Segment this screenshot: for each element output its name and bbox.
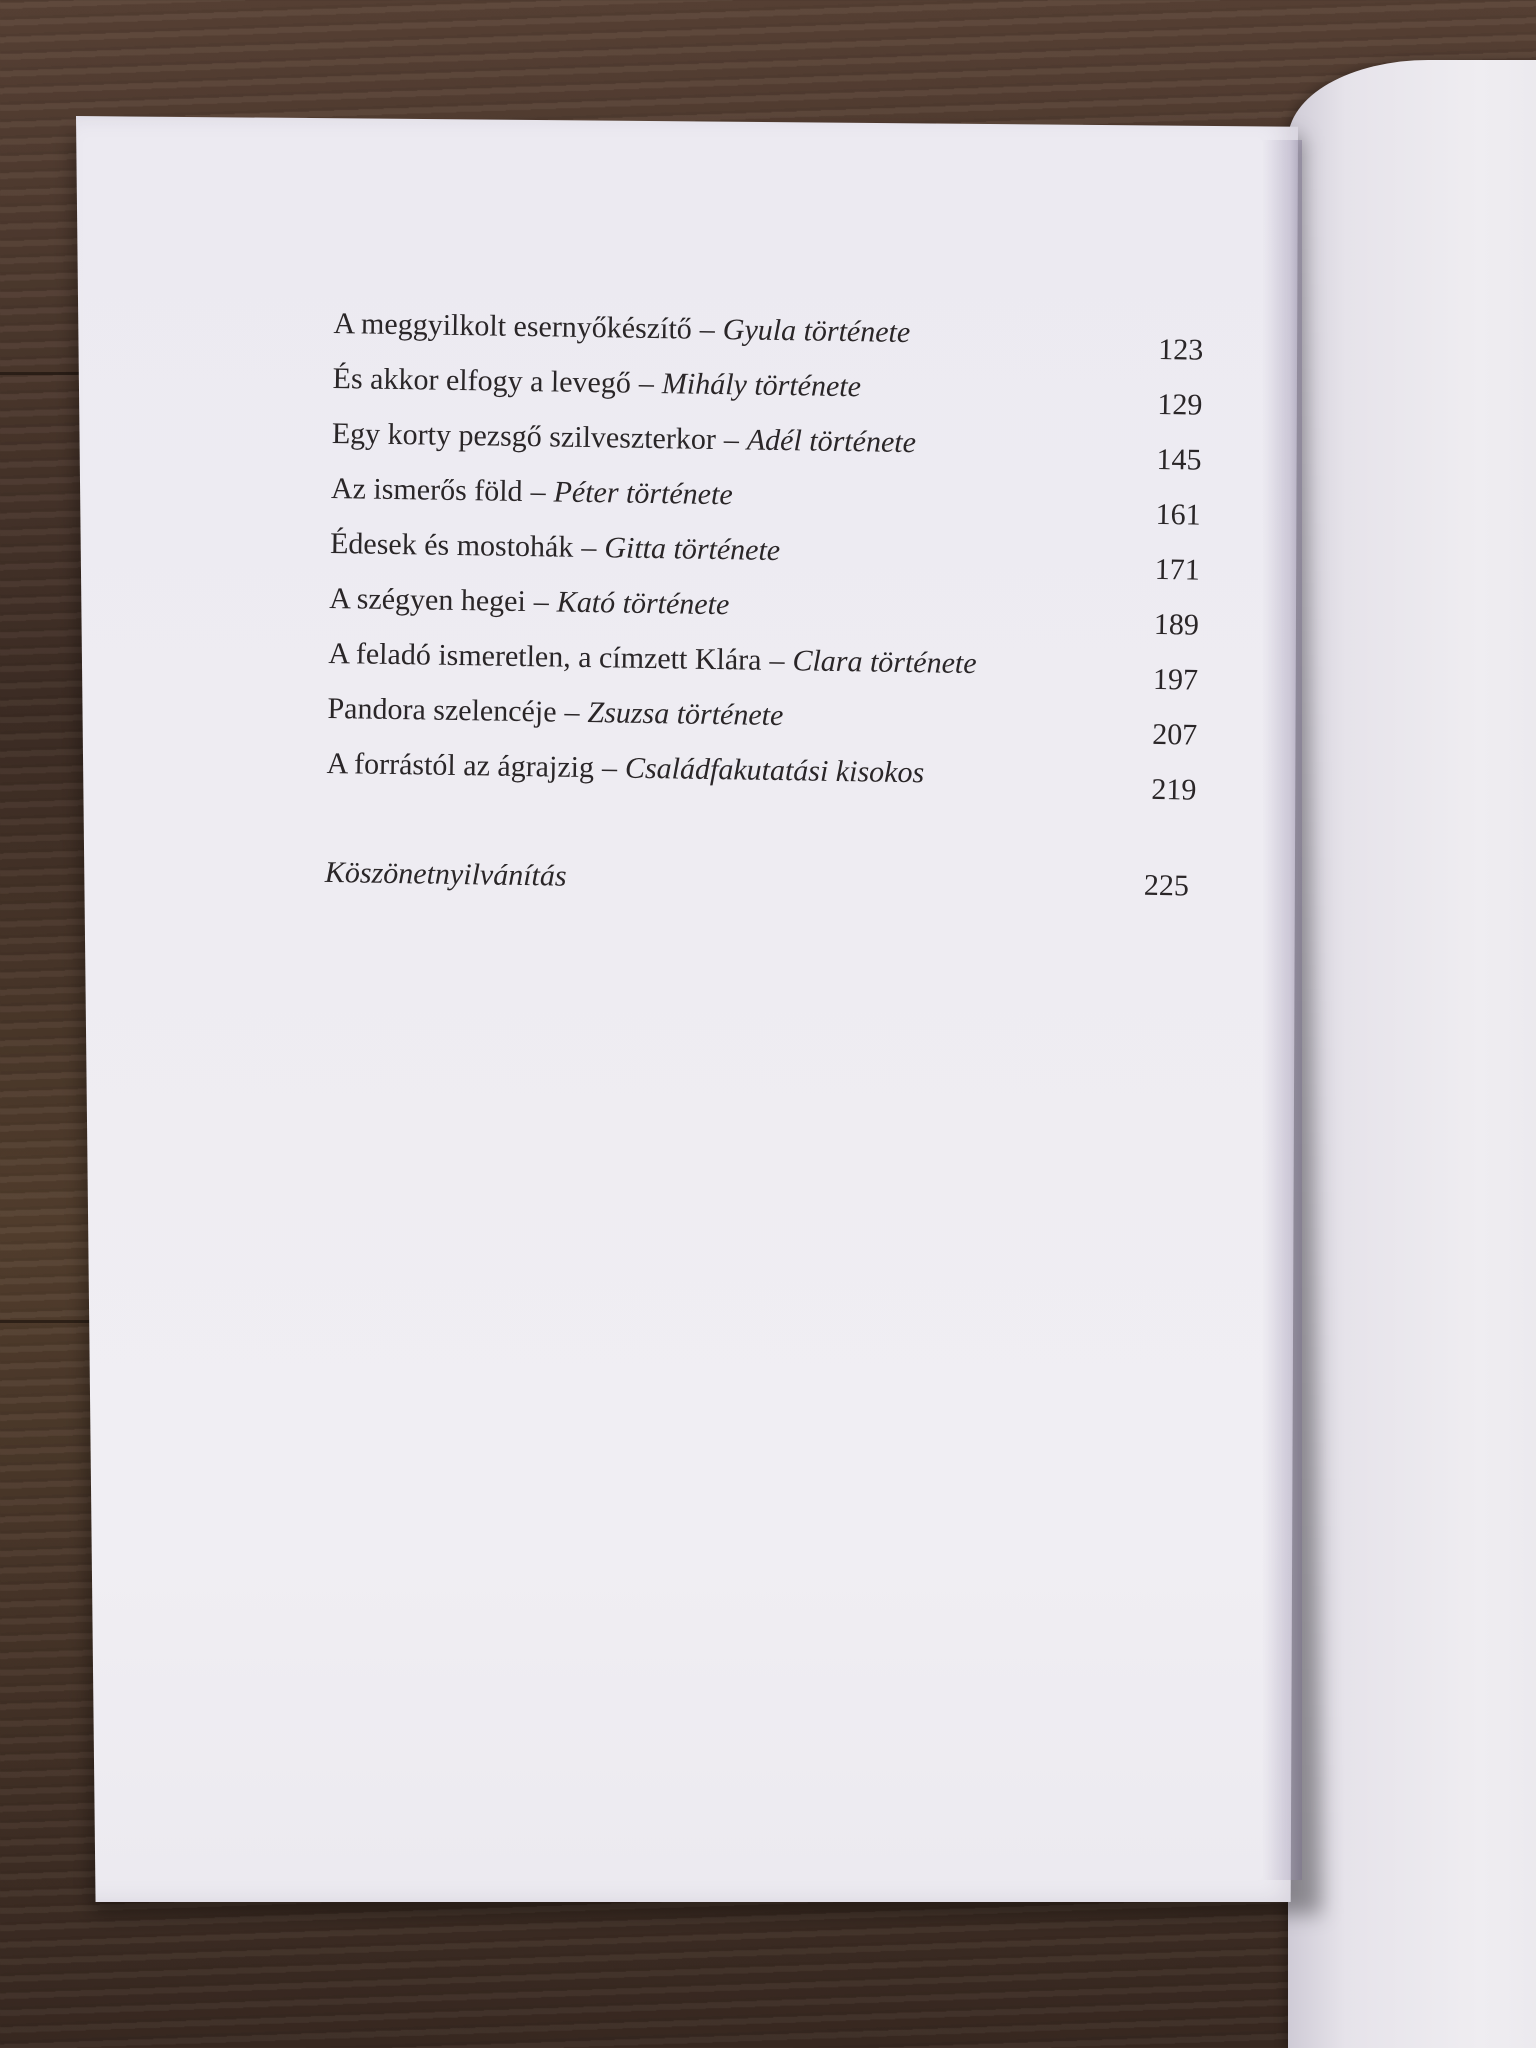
toc-entry-page-number: 145 <box>1156 442 1202 477</box>
toc-entry-story: Mihály története <box>661 367 862 404</box>
toc-entry-separator: – <box>769 643 785 678</box>
toc-entry-page-number: 129 <box>1157 387 1203 422</box>
toc-entry-page-number: 189 <box>1153 607 1200 642</box>
toc-entry-separator: – <box>533 585 550 619</box>
toc-entry-page-number: 219 <box>1151 772 1197 807</box>
toc-entry-title: A meggyilkolt esernyőkészítő <box>333 306 693 346</box>
toc-entry-story: Kató története <box>556 585 730 622</box>
acknowledgements-page-number: 225 <box>1143 868 1190 903</box>
toc-entry-separator: – <box>530 475 546 509</box>
toc-entry-separator: – <box>581 530 597 565</box>
toc-entry-story: Clara története <box>792 644 977 681</box>
toc-entry-separator: – <box>699 312 716 346</box>
toc-entry-page-number: 161 <box>1155 497 1201 532</box>
toc-entry-page-number: 123 <box>1158 332 1204 367</box>
toc-entry-story: Péter története <box>553 475 733 512</box>
toc-entry-page-number: 197 <box>1152 662 1199 697</box>
toc-entry-title: A feladó ismeretlen, a címzett Klára <box>328 636 762 677</box>
toc-entry-story: Zsuzsa története <box>587 696 784 733</box>
toc-entry-title: Pandora szelencéje <box>327 691 557 729</box>
toc-entry-separator: – <box>638 366 655 401</box>
toc-entry-title: És akkor elfogy a levegő <box>332 361 632 400</box>
toc-entry-story: Gitta története <box>604 531 781 568</box>
toc-entry-page-number: 171 <box>1154 552 1201 587</box>
toc-entry-title: A forrástól az ágrajzig <box>326 746 595 785</box>
toc-entry-separator: – <box>723 423 740 457</box>
toc-entry-title: A szégyen hegei <box>328 581 527 619</box>
toc-entry-separator: – <box>564 695 580 729</box>
toc-entry-separator: – <box>601 751 618 785</box>
acknowledgements-title: Köszönetnyilvánítás <box>324 855 567 893</box>
toc-entry-story: Családfakutatási kisokos <box>624 751 925 790</box>
toc-entry-title: Édesek és mostohák <box>329 526 574 564</box>
table-of-contents <box>325 296 1204 914</box>
page-gutter <box>1262 140 1302 1880</box>
toc-entry-story: Adél története <box>746 423 917 460</box>
toc-entry-title: Az ismerős föld <box>330 471 523 508</box>
right-page <box>1288 60 1536 2048</box>
toc-entry-page-number: 207 <box>1151 717 1198 752</box>
toc-entry-title: Egy korty pezsgő szilveszterkor <box>331 416 717 457</box>
toc-entry-story: Gyula története <box>722 313 911 350</box>
